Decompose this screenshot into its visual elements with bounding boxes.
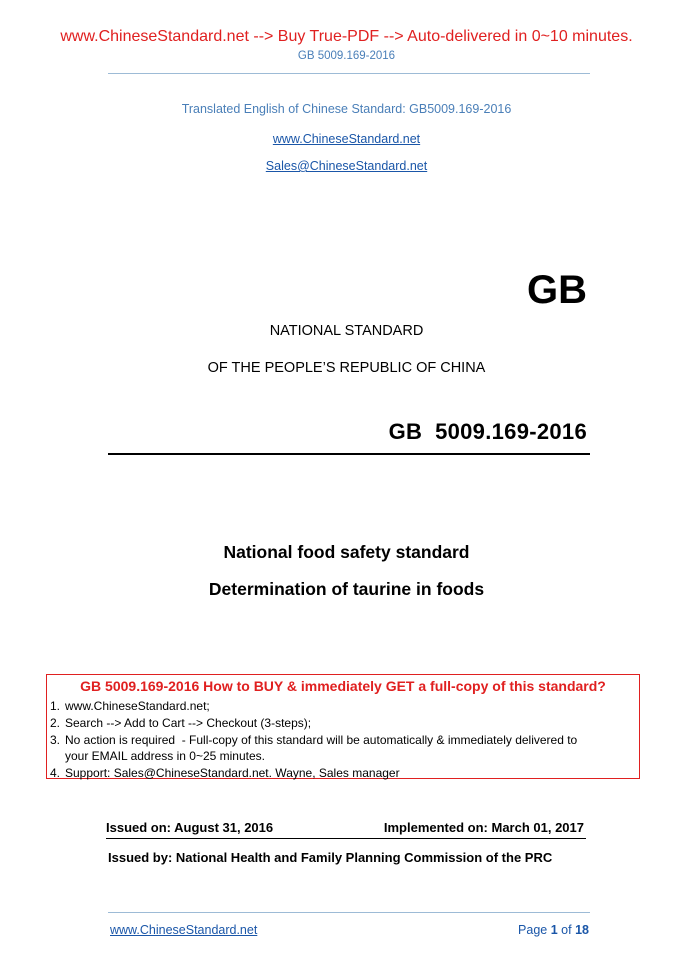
issued-on-date: Issued on: August 31, 2016 [106, 820, 274, 835]
list-number: 4. [50, 766, 61, 781]
list-number: 1. [50, 699, 61, 713]
page-prefix: Page [518, 923, 548, 937]
buy-box-heading[interactable]: GB 5009.169-2016 How to BUY & immediately GET a full-copy of this standard? [80, 678, 606, 694]
page-total: 18 [575, 923, 589, 937]
site-link-row [0, 130, 693, 148]
standard-code: GB 5009.169-2016 [388, 419, 587, 444]
list-item [50, 715, 635, 732]
sales-link-row [0, 157, 693, 175]
title-line-2: Determination of taurine in foods [208, 579, 485, 599]
list-text: Search --> Add to Cart --> Checkout (3-steps); [65, 715, 312, 730]
page-of: of [561, 923, 572, 937]
translated-note: Translated English of Chinese Standard: GB5009.169-2016 [181, 102, 512, 116]
header-divider [108, 73, 590, 74]
list-text: No action is required - Full-copy of this standard will be automatically & immediately delivered to [65, 732, 578, 747]
list-item [50, 765, 635, 782]
sales-email-link[interactable]: Sales@ChineseStandard.net [265, 159, 428, 173]
buy-steps-list [50, 698, 635, 782]
page-current: 1 [550, 923, 558, 937]
website-link[interactable]: www.ChineseStandard.net [272, 132, 421, 146]
national-standard-heading: NATIONAL STANDARD [269, 323, 424, 339]
list-item-continuation: your EMAIL address in 0~25 minutes. [65, 749, 265, 764]
gb-mark: GB [527, 268, 587, 312]
list-number: 2. [50, 715, 61, 730]
list-item [50, 698, 635, 715]
republic-heading: OF THE PEOPLE’S REPUBLIC OF CHINA [207, 360, 486, 376]
header-standard-code: GB 5009.169-2016 [297, 50, 396, 62]
page-number [518, 923, 589, 937]
buy-banner-link[interactable]: www.ChineseStandard.net --> Buy True-PDF --> Auto-delivered in 0~10 minutes. [60, 28, 633, 45]
footer-website-link[interactable]: www.ChineseStandard.net [110, 923, 258, 937]
list-item [50, 732, 635, 749]
issued-by: Issued by: National Health and Family Planning Commission of the PRC [108, 850, 553, 865]
list-text[interactable]: www.ChineseStandard.net; [65, 699, 210, 713]
title-line-1: National food safety standard [223, 542, 470, 562]
footer-divider [108, 912, 590, 913]
standard-code-rule [108, 453, 590, 455]
implemented-on-date: Implemented on: March 01, 2017 [383, 820, 584, 835]
list-number: 3. [50, 732, 61, 747]
buy-info-box [46, 674, 640, 779]
list-text: Support: Sales@ChineseStandard.net. Wayne, Sales manager [65, 766, 400, 781]
issue-divider [106, 838, 586, 839]
